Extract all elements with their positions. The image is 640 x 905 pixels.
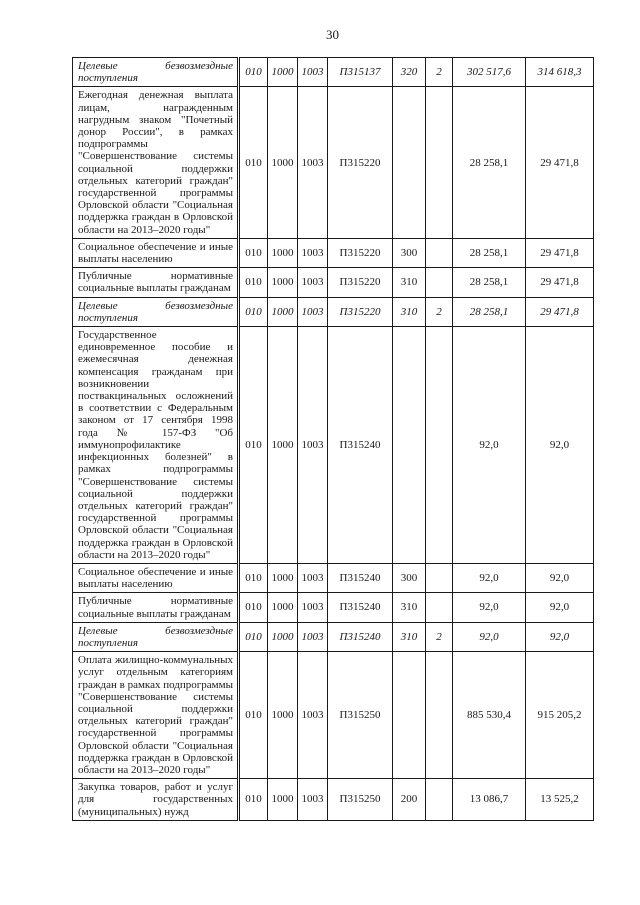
razdel-code-cell: 1000 [268,652,298,779]
table-row [73,297,594,326]
row-description-cell: Публичные нормативные социальные выплаты гражданам [73,268,239,297]
table-row [73,652,594,779]
razdel-code-cell: 1000 [268,297,298,326]
grbs-code-cell: 010 [239,297,268,326]
row-description-cell: Целевые безвозмездные поступления [73,297,239,326]
amount-col-2-cell: 314 618,3 [526,58,594,87]
grbs-code-cell: 010 [239,779,268,821]
razdel-code-cell: 1000 [268,58,298,87]
target-article-code-cell: П315137 [328,58,393,87]
amount-col-2-cell: 29 471,8 [526,268,594,297]
table-row [73,563,594,592]
grbs-code-cell: 010 [239,563,268,592]
target-article-code-cell: П315240 [328,563,393,592]
table-row [73,327,594,564]
amount-col-1-cell: 28 258,1 [453,297,526,326]
podrazdel-code-cell: 1003 [298,593,328,622]
target-article-code-cell: П315240 [328,593,393,622]
note-code-cell [426,87,453,238]
razdel-code-cell: 1000 [268,87,298,238]
podrazdel-code-cell: 1003 [298,563,328,592]
amount-col-2-cell: 92,0 [526,593,594,622]
row-description-cell: Закупка товаров, работ и услуг для государственных (муниципальных) нужд [73,779,239,821]
row-description-cell: Социальное обеспечение и иные выплаты населению [73,238,239,267]
expense-type-code-cell: 310 [393,593,426,622]
podrazdel-code-cell: 1003 [298,268,328,297]
table-row [73,268,594,297]
podrazdel-code-cell: 1003 [298,327,328,564]
amount-col-2-cell: 915 205,2 [526,652,594,779]
note-code-cell [426,327,453,564]
note-code-cell [426,238,453,267]
grbs-code-cell: 010 [239,268,268,297]
razdel-code-cell: 1000 [268,779,298,821]
note-code-cell [426,779,453,821]
amount-col-2-cell: 13 525,2 [526,779,594,821]
note-code-cell: 2 [426,622,453,651]
table-row [73,58,594,87]
amount-col-1-cell: 92,0 [453,563,526,592]
amount-col-2-cell: 92,0 [526,622,594,651]
target-article-code-cell: П315250 [328,652,393,779]
row-description-cell: Целевые безвозмездные поступления [73,58,239,87]
note-code-cell [426,563,453,592]
podrazdel-code-cell: 1003 [298,58,328,87]
note-code-cell: 2 [426,58,453,87]
podrazdel-code-cell: 1003 [298,297,328,326]
note-code-cell [426,268,453,297]
target-article-code-cell: П315250 [328,779,393,821]
expense-type-code-cell [393,87,426,238]
target-article-code-cell: П315220 [328,268,393,297]
row-description-cell: Государственное единовременное пособие и ежемесячная денежная компенсация гражданам при возникновении поствакцинальных осложнений в соответствии с Федеральным законом от 17 сентября 1998 года № 157-ФЗ "Об иммунопрофилактике инфекционных болезней" в рамках подпрограммы "Совершенствование системы социальной поддержки отдельных категорий граждан" государственной программы Орловской области "Социальная поддержка граждан в Орловской области на 2013–2020 годы" [73,327,239,564]
expense-type-code-cell: 300 [393,238,426,267]
expense-type-code-cell: 200 [393,779,426,821]
amount-col-2-cell: 92,0 [526,563,594,592]
row-description-cell: Публичные нормативные социальные выплаты гражданам [73,593,239,622]
table-row [73,593,594,622]
razdel-code-cell: 1000 [268,563,298,592]
amount-col-1-cell: 302 517,6 [453,58,526,87]
target-article-code-cell: П315240 [328,327,393,564]
expense-type-code-cell [393,327,426,564]
amount-col-2-cell: 29 471,8 [526,87,594,238]
expense-type-code-cell: 310 [393,268,426,297]
target-article-code-cell: П315220 [328,87,393,238]
amount-col-1-cell: 885 530,4 [453,652,526,779]
grbs-code-cell: 010 [239,652,268,779]
podrazdel-code-cell: 1003 [298,622,328,651]
grbs-code-cell: 010 [239,622,268,651]
razdel-code-cell: 1000 [268,622,298,651]
razdel-code-cell: 1000 [268,238,298,267]
table-row [73,779,594,821]
amount-col-1-cell: 92,0 [453,327,526,564]
amount-col-1-cell: 92,0 [453,622,526,651]
page-number: 30 [326,27,339,42]
target-article-code-cell: П315240 [328,622,393,651]
note-code-cell: 2 [426,297,453,326]
grbs-code-cell: 010 [239,593,268,622]
amount-col-2-cell: 92,0 [526,327,594,564]
amount-col-2-cell: 29 471,8 [526,297,594,326]
amount-col-2-cell: 29 471,8 [526,238,594,267]
grbs-code-cell: 010 [239,87,268,238]
podrazdel-code-cell: 1003 [298,238,328,267]
target-article-code-cell: П315220 [328,297,393,326]
amount-col-1-cell: 92,0 [453,593,526,622]
amount-col-1-cell: 28 258,1 [453,268,526,297]
budget-table-body [73,58,594,821]
note-code-cell [426,652,453,779]
budget-table [72,57,594,821]
row-description-cell: Оплата жилищно-коммунальных услуг отдельным категориям граждан в рамках подпрограммы "Совершенствование системы социальной поддержки отдельных категорий граждан" государственной программы Орловской области "Социальная поддержка граждан в Орловской области на 2013–2020 годы" [73,652,239,779]
expense-type-code-cell: 310 [393,297,426,326]
amount-col-1-cell: 28 258,1 [453,87,526,238]
expense-type-code-cell: 320 [393,58,426,87]
table-row [73,622,594,651]
expense-type-code-cell [393,652,426,779]
razdel-code-cell: 1000 [268,593,298,622]
razdel-code-cell: 1000 [268,268,298,297]
podrazdel-code-cell: 1003 [298,652,328,779]
grbs-code-cell: 010 [239,238,268,267]
podrazdel-code-cell: 1003 [298,779,328,821]
expense-type-code-cell: 310 [393,622,426,651]
row-description-cell: Ежегодная денежная выплата лицам, награжденным нагрудным знаком "Почетный донор России", в рамках подпрограммы "Совершенствование системы социальной поддержки отдельных категорий граждан" государственной программы Орловской области "Социальная поддержка граждан в Орловской области на 2013–2020 годы" [73,87,239,238]
row-description-cell: Социальное обеспечение и иные выплаты населению [73,563,239,592]
podrazdel-code-cell: 1003 [298,87,328,238]
row-description-cell: Целевые безвозмездные поступления [73,622,239,651]
amount-col-1-cell: 28 258,1 [453,238,526,267]
amount-col-1-cell: 13 086,7 [453,779,526,821]
grbs-code-cell: 010 [239,327,268,564]
table-row [73,87,594,238]
razdel-code-cell: 1000 [268,327,298,564]
grbs-code-cell: 010 [239,58,268,87]
expense-type-code-cell: 300 [393,563,426,592]
table-row [73,238,594,267]
target-article-code-cell: П315220 [328,238,393,267]
note-code-cell [426,593,453,622]
